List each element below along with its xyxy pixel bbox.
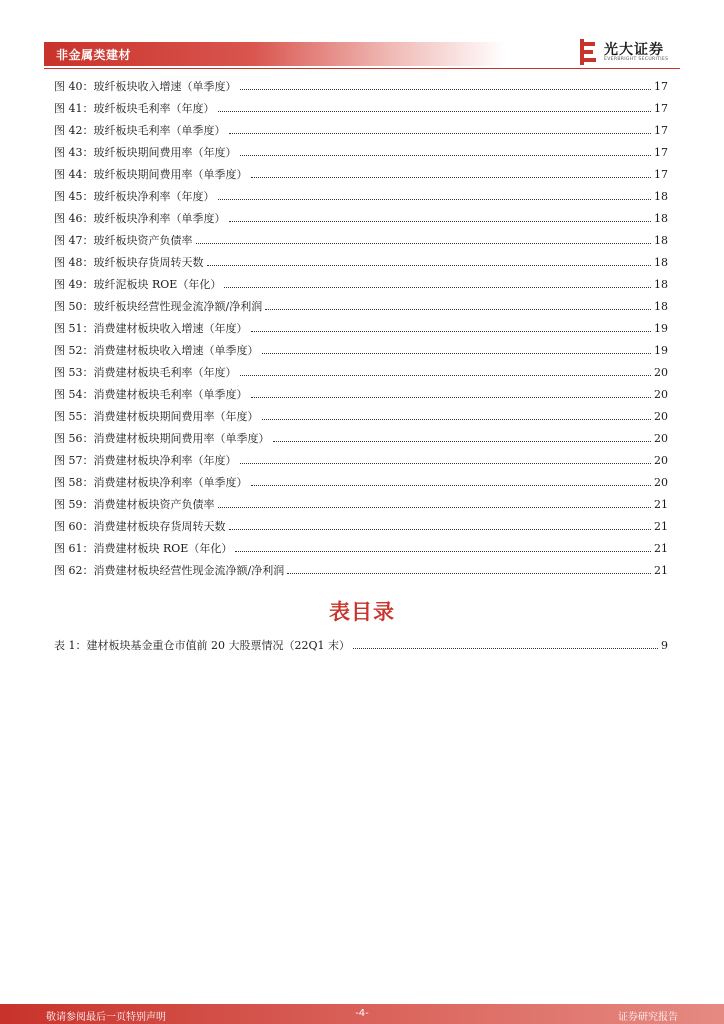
toc-entry-label: 图 50：玻纤板块经营性现金流净额/净利润 [54, 300, 263, 313]
footer-report-type: 证券研究报告 [618, 1012, 678, 1023]
toc-entry[interactable] [54, 493, 668, 515]
toc-dot-leader [251, 163, 652, 178]
toc-entry-label: 图 52：消费建材板块收入增速（单季度） [54, 344, 259, 357]
toc-dot-leader [251, 383, 652, 398]
toc-entry-label: 图 55：消费建材板块期间费用率（年度） [54, 410, 259, 423]
toc-entry[interactable] [54, 75, 668, 97]
table-list-title: 表目录 [329, 600, 395, 624]
toc-dot-leader [229, 515, 652, 530]
logo-mark-icon [578, 38, 598, 66]
toc-entry-page: 18 [654, 190, 668, 203]
toc-entry-label: 图 51：消费建材板块收入增速（年度） [54, 322, 248, 335]
toc-dot-leader [224, 273, 651, 288]
toc-entry[interactable] [54, 317, 668, 339]
toc-entry[interactable] [54, 471, 668, 493]
toc-entry-label: 图 54：消费建材板块毛利率（单季度） [54, 388, 248, 401]
toc-entry[interactable] [54, 295, 668, 317]
toc-dot-leader [273, 427, 652, 442]
toc-entry[interactable] [54, 185, 668, 207]
toc-entry-label: 图 57：消费建材板块净利率（年度） [54, 454, 237, 467]
toc-entry[interactable] [54, 449, 668, 471]
toc-dot-leader [218, 97, 652, 112]
toc-dot-leader [265, 295, 651, 310]
toc-entry-page: 21 [654, 564, 668, 577]
toc-entry-page: 21 [654, 542, 668, 555]
toc-entry-label: 图 40：玻纤板块收入增速（单季度） [54, 80, 237, 93]
toc-dot-leader [229, 207, 652, 222]
toc-entry-page: 18 [654, 300, 668, 313]
toc-entry-label: 表 1：建材板块基金重仓市值前 20 大股票情况（22Q1 末） [54, 639, 350, 652]
toc-entry[interactable] [54, 163, 668, 185]
toc-entry[interactable] [54, 229, 668, 251]
company-logo [578, 38, 680, 68]
toc-entry-label: 图 62：消费建材板块经营性现金流净额/净利润 [54, 564, 285, 577]
toc-entry-page: 21 [654, 520, 668, 533]
toc-entry-label: 图 61：消费建材板块 ROE（年化） [54, 542, 233, 555]
toc-dot-leader [251, 471, 652, 486]
toc-entry-label: 图 44：玻纤板块期间费用率（单季度） [54, 168, 248, 181]
toc-dot-leader [251, 317, 652, 332]
toc-entry[interactable] [54, 405, 668, 427]
logo-text-cn: 光大证券 [604, 42, 664, 58]
toc-entry[interactable] [54, 634, 668, 656]
toc-entry-label: 图 41：玻纤板块毛利率（年度） [54, 102, 215, 115]
toc-entry-page: 20 [654, 454, 668, 467]
toc-entry[interactable] [54, 361, 668, 383]
toc-dot-leader [235, 537, 651, 552]
footer-disclaimer: 敬请参阅最后一页特别声明 [46, 1012, 166, 1023]
toc-dot-leader [207, 251, 652, 266]
toc-entry-page: 21 [654, 498, 668, 511]
header-divider [44, 68, 680, 69]
toc-entry[interactable] [54, 141, 668, 163]
figure-toc [54, 75, 668, 581]
toc-dot-leader [287, 559, 651, 574]
toc-dot-leader [262, 405, 652, 420]
toc-entry[interactable] [54, 273, 668, 295]
toc-entry-label: 图 46：玻纤板块净利率（单季度） [54, 212, 226, 225]
toc-dot-leader [240, 361, 652, 376]
toc-entry-page: 20 [654, 476, 668, 489]
toc-dot-leader [240, 141, 652, 156]
toc-entry[interactable] [54, 339, 668, 361]
section-label: 非金属类建材 [56, 48, 132, 62]
toc-dot-leader [240, 449, 652, 464]
toc-entry[interactable] [54, 119, 668, 141]
toc-entry-label: 图 59：消费建材板块资产负债率 [54, 498, 215, 511]
toc-entry-page: 17 [654, 102, 668, 115]
toc-entry-page: 20 [654, 366, 668, 379]
toc-entry-page: 20 [654, 388, 668, 401]
toc-entry[interactable] [54, 207, 668, 229]
toc-entry-page: 18 [654, 278, 668, 291]
toc-entry-page: 17 [654, 124, 668, 137]
toc-entry-page: 17 [654, 146, 668, 159]
toc-dot-leader [218, 493, 652, 508]
table-toc [54, 634, 668, 656]
toc-entry-label: 图 56：消费建材板块期间费用率（单季度） [54, 432, 270, 445]
toc-entry-page: 18 [654, 234, 668, 247]
toc-entry-label: 图 60：消费建材板块存货周转天数 [54, 520, 226, 533]
toc-entry-label: 图 47：玻纤板块资产负债率 [54, 234, 193, 247]
logo-text-en: EVERBRIGHT SECURITIES [604, 57, 669, 62]
toc-entry-page: 20 [654, 410, 668, 423]
toc-entry-page: 18 [654, 212, 668, 225]
page-number: -4- [355, 1008, 369, 1019]
toc-entry[interactable] [54, 427, 668, 449]
toc-entry-page: 17 [654, 80, 668, 93]
toc-entry[interactable] [54, 559, 668, 581]
toc-entry-page: 9 [661, 639, 668, 652]
toc-entry-label: 图 45：玻纤板块净利率（年度） [54, 190, 215, 203]
toc-entry[interactable] [54, 97, 668, 119]
toc-dot-leader [353, 634, 658, 649]
toc-dot-leader [240, 75, 652, 90]
toc-dot-leader [229, 119, 652, 134]
toc-entry-label: 图 58：消费建材板块净利率（单季度） [54, 476, 248, 489]
toc-dot-leader [218, 185, 652, 200]
toc-entry-page: 19 [654, 322, 668, 335]
toc-entry-label: 图 53：消费建材板块毛利率（年度） [54, 366, 237, 379]
toc-entry-label: 图 42：玻纤板块毛利率（单季度） [54, 124, 226, 137]
toc-dot-leader [196, 229, 652, 244]
toc-entry[interactable] [54, 515, 668, 537]
toc-dot-leader [262, 339, 652, 354]
toc-entry-label: 图 49：玻纤泥板块 ROE（年化） [54, 278, 222, 291]
toc-entry[interactable] [54, 383, 668, 405]
toc-entry[interactable] [54, 251, 668, 273]
toc-entry-page: 20 [654, 432, 668, 445]
toc-entry-label: 图 43：玻纤板块期间费用率（年度） [54, 146, 237, 159]
toc-entry-page: 19 [654, 344, 668, 357]
toc-entry-label: 图 48：玻纤板块存货周转天数 [54, 256, 204, 269]
toc-entry[interactable] [54, 537, 668, 559]
toc-entry-page: 18 [654, 256, 668, 269]
toc-entry-page: 17 [654, 168, 668, 181]
